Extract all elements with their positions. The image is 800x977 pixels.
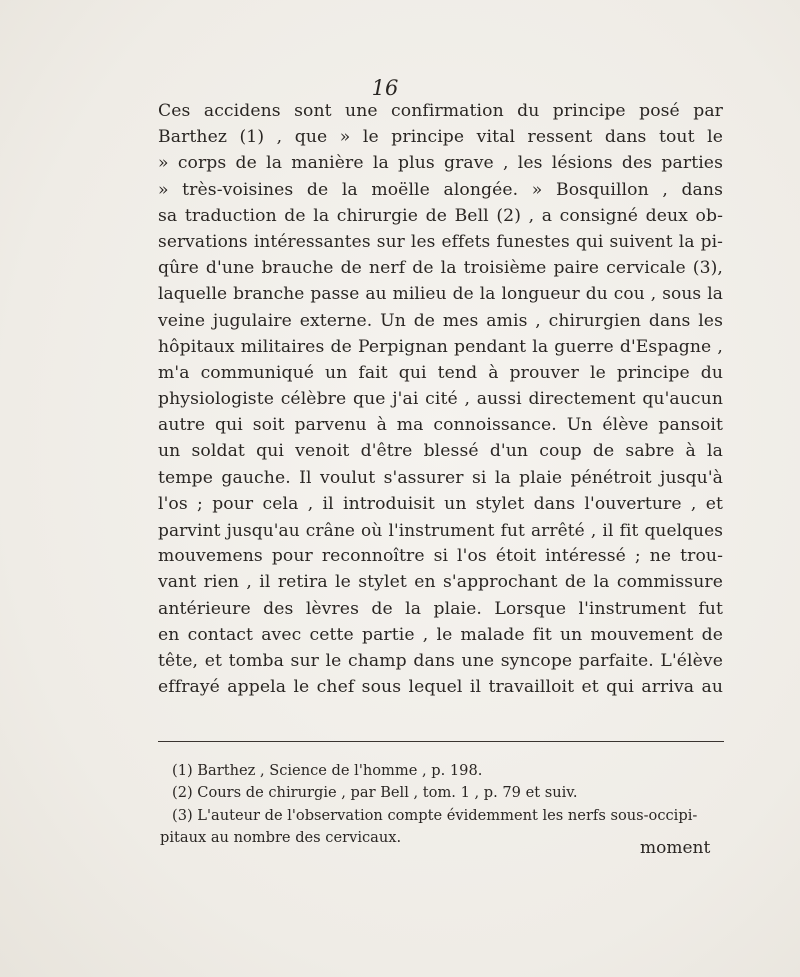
body-line: physiologiste célèbre que j'ai cité , aussi directement qu'aucun	[158, 389, 723, 410]
body-line: l'os ; pour cela , il introduisit un stylet dans l'ouverture , et	[158, 493, 723, 514]
footnote-continuation: pitaux au nombre des cervicaux.	[160, 829, 402, 847]
body-line: sa traduction de la chirurgie de Bell (2) , a consigné deux ob-	[158, 205, 723, 226]
footnote-divider	[158, 741, 724, 742]
footnote: (3) L'auteur de l'observation compte évidemment les nerfs sous-occipi-	[172, 806, 698, 824]
body-line: qûre d'une brauche de nerf de la troisième paire cervicale (3),	[158, 258, 723, 279]
page-number: 16	[371, 76, 399, 100]
footnote: (2) Cours de chirurgie , par Bell , tom. 1 , p. 79 et suiv.	[172, 784, 578, 802]
catchword: moment	[640, 838, 711, 858]
body-line: servations intéressantes sur les effets funestes qui suivent la pi-	[158, 231, 723, 252]
footnote: (1) Barthez , Science de l'homme , p. 198.	[172, 762, 483, 779]
body-line: Ces accidens sont une confirmation du principe posé par	[158, 101, 723, 121]
body-line: tête, et tomba sur le champ dans une syncope parfaite. L'élève	[158, 650, 723, 671]
body-line: mouvemens pour reconnoître si l'os étoit intéressé ; ne trou-	[158, 546, 723, 567]
body-line: hôpitaux militaires de Perpignan pendant la guerre d'Espagne ,	[158, 336, 723, 357]
body-text	[158, 98, 723, 700]
footnotes	[160, 760, 724, 850]
body-line: autre qui soit parvenu à ma connoissance. Un élève pansoit	[158, 415, 723, 436]
body-line: » très-voisines de la moëlle alongée. » Bosquillon , dans	[158, 179, 723, 200]
body-line: un soldat qui venoit d'être blessé d'un coup de sabre à la	[158, 441, 723, 462]
body-line: effrayé appela le chef sous lequel il travailloit et qui arriva au	[158, 677, 723, 698]
body-line: en contact avec cette partie , le malade fit un mouvement de	[158, 624, 723, 645]
body-line: tempe gauche. Il voulut s'assurer si la plaie pénétroit jusqu'à	[158, 467, 723, 488]
body-line: » corps de la manière la plus grave , les lésions des parties	[158, 153, 723, 174]
body-line: Barthez (1) , que » le principe vital ressent dans tout le	[158, 127, 723, 148]
body-line: vant rien , il retira le stylet en s'approchant de la commissure	[158, 572, 723, 593]
body-line: antérieure des lèvres de la plaie. Lorsque l'instrument fut	[158, 598, 723, 619]
body-line: veine jugulaire externe. Un de mes amis , chirurgien dans les	[158, 310, 723, 331]
body-line: m'a communiqué un fait qui tend à prouver le principe du	[158, 362, 723, 383]
body-line: parvint jusqu'au crâne où l'instrument fut arrêté , il fit quelques	[158, 520, 723, 540]
body-line: laquelle branche passe au milieu de la longueur du cou , sous la	[158, 284, 723, 305]
